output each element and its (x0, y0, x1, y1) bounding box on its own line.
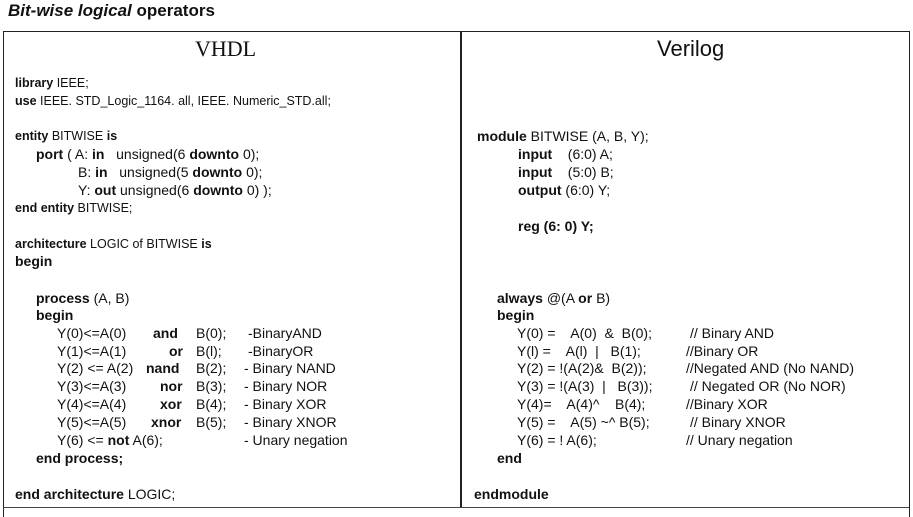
verilog-endmodule: endmodule (474, 486, 549, 502)
verilog-stmt: Y(4)= A(4)^ B(4); (517, 396, 646, 412)
vhdl-entity-line: entity BITWISE is (15, 129, 118, 143)
vhdl-stmt: Y(3)<=A(3) (57, 378, 127, 394)
vhdl-rhs: B(4); (196, 396, 227, 412)
vhdl-process-begin: begin (36, 307, 74, 323)
vhdl-comment: - Binary NOR (244, 378, 328, 394)
verilog-stmt: Y(0) = A(0) & B(0); (517, 325, 652, 341)
verilog-comment: // Binary AND (690, 325, 775, 341)
verilog-module-line: module BITWISE (A, B, Y); (477, 128, 649, 144)
vhdl-op: xor (160, 396, 182, 412)
verilog-end: end (497, 450, 522, 466)
vhdl-begin-line: begin (15, 253, 53, 269)
verilog-output-y: output (6:0) Y; (518, 182, 611, 198)
vhdl-stmt: Y(0)<=A(0) (57, 325, 127, 341)
verilog-stmt: Y(6) = ! A(6); (517, 432, 597, 448)
verilog-stmt: Y(l) = A(l) | B(1); (517, 343, 641, 359)
verilog-input-b: input (5:0) B; (518, 164, 614, 180)
vhdl-process-line: process (A, B) (36, 290, 130, 306)
vhdl-header: VHDL (195, 36, 257, 61)
verilog-comment: //Binary XOR (686, 396, 768, 412)
vhdl-use-line: use IEEE. STD_Logic_1164. all, IEEE. Numeric_STD.all; (15, 94, 331, 108)
vhdl-op: or (169, 343, 183, 359)
title-italic: Bit-wise logical (8, 1, 132, 20)
verilog-stmt: Y(3) = !(A(3) | B(3)); (517, 378, 653, 394)
verilog-comment: // Binary XNOR (690, 414, 786, 430)
verilog-comment: // Negated OR (No NOR) (690, 378, 846, 394)
vhdl-rhs: B(2); (196, 360, 227, 376)
vhdl-port-a-line: port ( A: in unsigned(6 downto 0); (36, 146, 260, 162)
title-rest: operators (136, 1, 215, 20)
vhdl-comment: - Binary XNOR (244, 414, 337, 430)
vhdl-library-line: library IEEE; (15, 76, 89, 90)
vhdl-comment: - Unary negation (244, 432, 348, 448)
column-divider (460, 31, 462, 507)
verilog-stmt: Y(2) = !(A(2)& B(2)); (517, 360, 647, 376)
table-bottom-line (3, 507, 909, 508)
vhdl-comment: - Binary NAND (244, 360, 336, 376)
page-title (8, 1, 215, 21)
vhdl-rhs: B(0); (196, 325, 227, 341)
verilog-always-line: always @(A or B) (497, 290, 611, 306)
vhdl-stmt-y6: Y(6) <= not A(6); (57, 432, 163, 448)
vhdl-stmt: Y(1)<=A(1) (57, 343, 127, 359)
vhdl-end-architecture: end architecture LOGIC; (15, 486, 176, 502)
vhdl-op: xnor (151, 414, 182, 430)
verilog-header: Verilog (657, 36, 725, 61)
verilog-comment: //Binary OR (686, 343, 759, 359)
verilog-stmt: Y(5) = A(5) ~^ B(5); (517, 414, 650, 430)
vhdl-port-b-line: B: in unsigned(5 downto 0); (78, 164, 263, 180)
vhdl-end-entity-line: end entity BITWISE; (15, 201, 133, 215)
verilog-input-a: input (6:0) A; (518, 146, 613, 162)
vhdl-op: and (153, 325, 178, 341)
vhdl-stmt: Y(5)<=A(5) (57, 414, 127, 430)
vhdl-rhs: B(l); (196, 343, 222, 359)
vhdl-stmt: Y(2) <= A(2) (57, 360, 134, 376)
verilog-reg-line: reg (6: 0) Y; (518, 218, 594, 234)
verilog-comment: // Unary negation (686, 432, 793, 448)
vhdl-rhs: B(3); (196, 378, 227, 394)
verilog-comment: //Negated AND (No NAND) (686, 360, 855, 376)
vhdl-comment: -BinaryAND (248, 325, 322, 341)
vhdl-port-y-line: Y: out unsigned(6 downto 0) ); (78, 182, 272, 198)
vhdl-comment: -BinaryOR (248, 343, 314, 359)
vhdl-architecture-line: architecture LOGIC of BITWISE is (15, 237, 212, 251)
verilog-begin: begin (497, 307, 535, 323)
vhdl-op: nand (146, 360, 180, 376)
vhdl-op: nor (160, 378, 183, 394)
vhdl-rhs: B(5); (196, 414, 227, 430)
vhdl-stmt: Y(4)<=A(4) (57, 396, 127, 412)
vhdl-end-process: end process; (36, 450, 124, 466)
vhdl-comment: - Binary XOR (244, 396, 327, 412)
